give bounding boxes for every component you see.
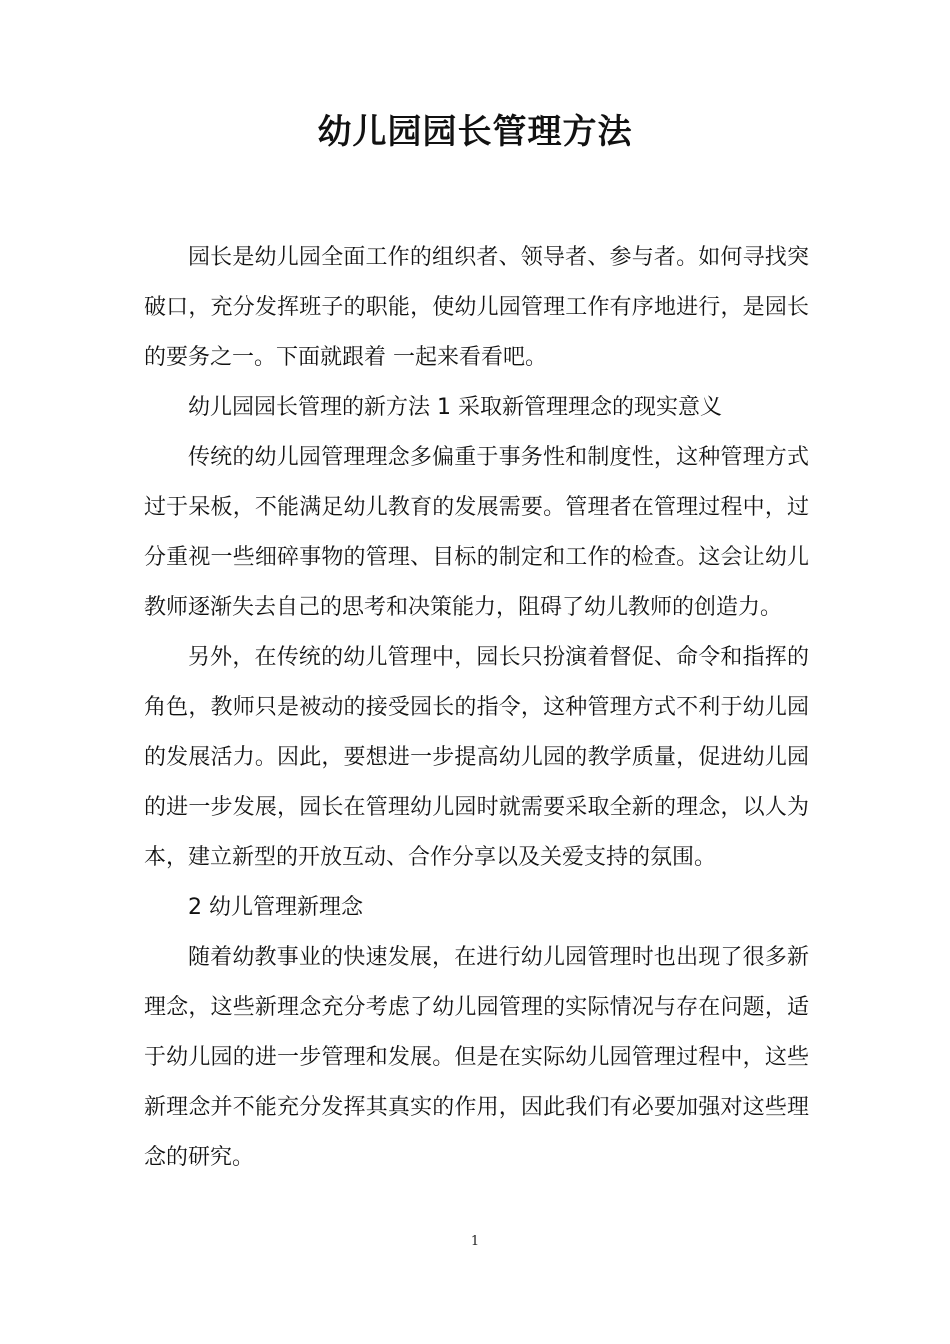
page-number: 1 (470, 1234, 480, 1249)
document-title: 幼儿园园长管理方法 (317, 112, 633, 152)
paragraph-traditional-management: 传统的幼儿园管理理念多偏重于事务性和制度性，这种管理方式过于呆板，不能满足幼儿教育的发展需要。管理者在管理过程中，过分重视一些细碎事物的管理、目标的制定和工作的检查。这会让幼儿教师逐渐失去自己的思考和决策能力，阻碍了幼儿教师的创造力。 (144, 445, 809, 620)
paragraph-section-1-heading: 幼儿园园长管理的新方法 1 采取新管理理念的现实意义 (188, 395, 722, 420)
paragraph-new-concepts: 随着幼教事业的快速发展，在进行幼儿园管理时也出现了很多新理念，这些新理念充分考虑了幼儿园管理的实际情况与存在问题，适于幼儿园的进一步管理和发展。但是在实际幼儿园管理过程中，这些新理念并不能充分发挥其真实的作用，因此我们有必要加强对这些理念的研究。 (144, 945, 809, 1170)
paragraph-section-2-heading: 2 幼儿管理新理念 (188, 895, 363, 920)
document-body (144, 233, 809, 1183)
paragraph-intro: 园长是幼儿园全面工作的组织者、领导者、参与者。如何寻找突破口，充分发挥班子的职能，使幼儿园管理工作有序地进行，是园长的要务之一。下面就跟着 一起来看看吧。 (144, 245, 809, 370)
paragraph-director-role: 另外，在传统的幼儿管理中，园长只扮演着督促、命令和指挥的角色，教师只是被动的接受园长的指令，这种管理方式不利于幼儿园的发展活力。因此，要想进一步提高幼儿园的教学质量，促进幼儿园的进一步发展，园长在管理幼儿园时就需要采取全新的理念，以人为本，建立新型的开放互动、合作分享以及关爱支持的氛围。 (144, 645, 809, 870)
